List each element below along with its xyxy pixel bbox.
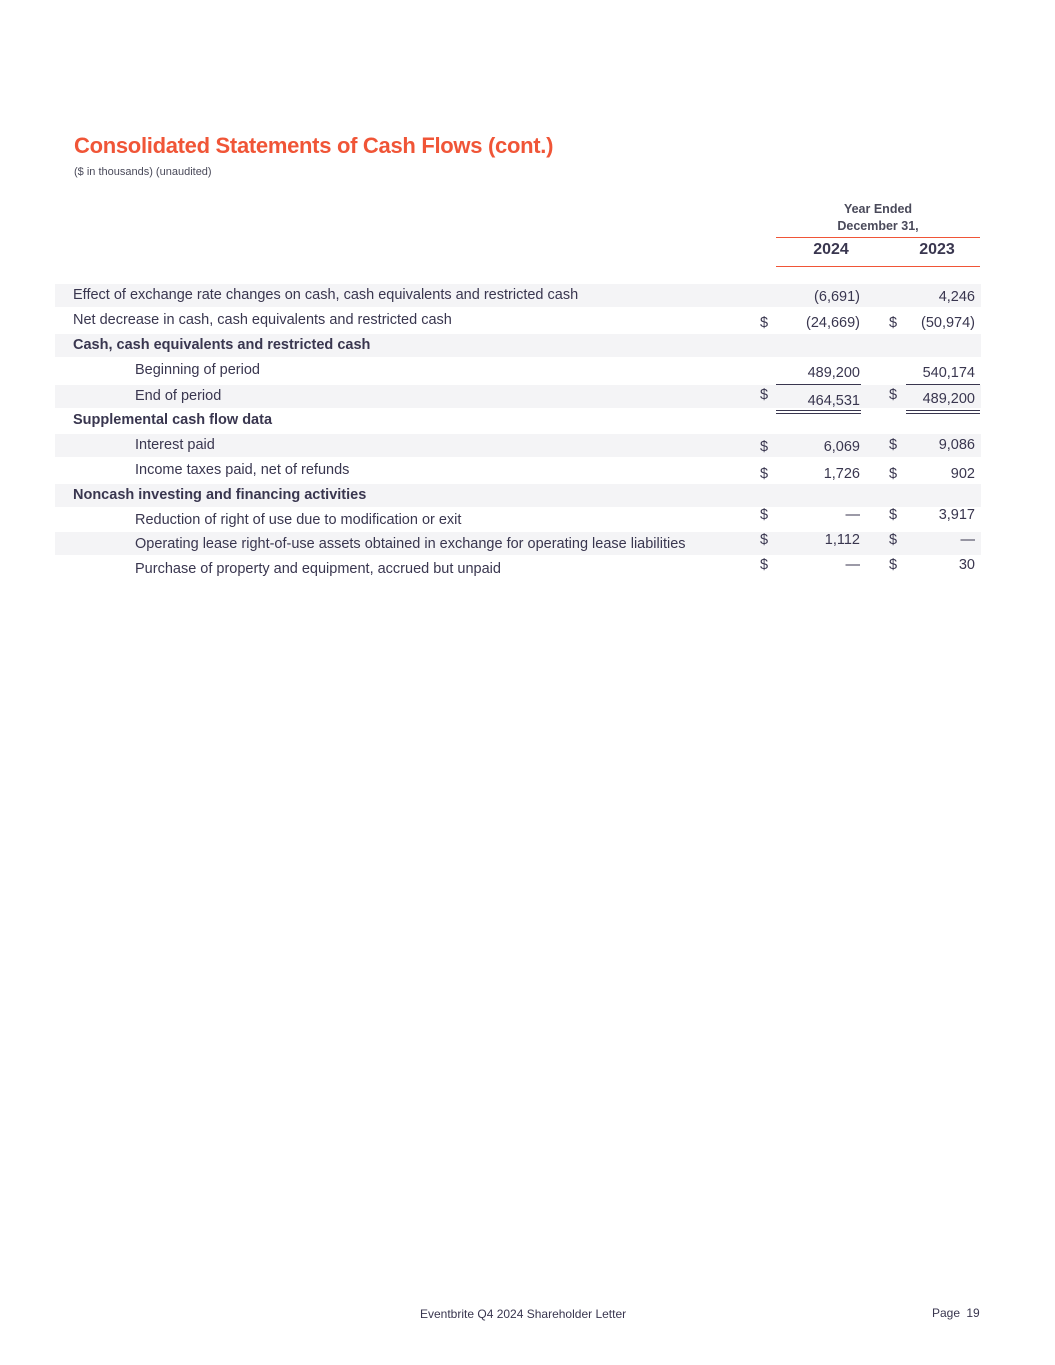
value-2023: 4,246 (938, 289, 975, 305)
table-row (55, 359, 981, 382)
value-2023: 30 (958, 557, 975, 573)
currency-2024: $ (760, 507, 769, 523)
row-label: Reduction of right of use due to modification or exit (135, 512, 462, 528)
page-number-value: 19 (966, 1306, 980, 1320)
currency-2023: $ (889, 507, 898, 523)
year-2023-header: 2023 (919, 241, 955, 258)
table-row (55, 309, 981, 332)
row-label: Beginning of period (135, 362, 260, 378)
value-2024: — (845, 507, 860, 523)
currency-2023: $ (889, 557, 898, 573)
value-2023: 489,200 (922, 391, 975, 407)
table-row (55, 532, 981, 555)
page-title: Consolidated Statements of Cash Flows (cont.) (74, 133, 554, 158)
row-label: End of period (135, 388, 222, 404)
value-2024: (6,691) (814, 289, 860, 305)
value-2023: — (960, 532, 975, 548)
page-number (932, 1306, 980, 1320)
table-row (55, 484, 981, 507)
table-row (55, 385, 981, 408)
row-label: Interest paid (135, 437, 215, 453)
value-2024: 6,069 (823, 439, 860, 455)
header-rule (776, 237, 980, 238)
value-2023: 902 (950, 466, 975, 482)
table-row (55, 284, 981, 307)
table-row (55, 507, 981, 530)
row-label: Operating lease right-of-use assets obtained in exchange for operating lease liabilities (135, 536, 686, 552)
value-2023: 3,917 (938, 507, 975, 523)
value-2023: (50,974) (920, 315, 975, 331)
section-heading: Cash, cash equivalents and restricted cash (73, 337, 371, 353)
section-heading: Noncash investing and financing activities (73, 487, 367, 503)
table-row (55, 334, 981, 357)
currency-2024: $ (760, 315, 769, 331)
table-row (55, 409, 981, 432)
table-row (55, 434, 981, 457)
units-note: ($ in thousands) (unaudited) (74, 166, 212, 178)
value-2023: 540,174 (922, 365, 975, 381)
currency-2023: $ (889, 387, 898, 403)
currency-2023: $ (889, 466, 898, 482)
section-heading: Supplemental cash flow data (73, 412, 273, 428)
currency-2024: $ (760, 439, 769, 455)
currency-2024: $ (760, 532, 769, 548)
table-row (55, 459, 981, 482)
page-label: Page (932, 1306, 961, 1320)
value-2024: — (845, 557, 860, 573)
period-header (776, 201, 980, 235)
period-line-2: December 31, (837, 219, 919, 233)
year-2024-header: 2024 (813, 241, 849, 258)
currency-2023: $ (889, 315, 898, 331)
table-row (55, 557, 981, 580)
currency-2023: $ (889, 532, 898, 548)
row-label: Purchase of property and equipment, accrued but unpaid (135, 561, 501, 577)
currency-2024: $ (760, 387, 769, 403)
year-rule (776, 266, 980, 267)
period-line-1: Year Ended (843, 202, 913, 216)
footer-document-title: Eventbrite Q4 2024 Shareholder Letter (420, 1307, 627, 1321)
currency-2023: $ (889, 437, 898, 453)
value-2024: 464,531 (807, 393, 860, 409)
value-2024: 489,200 (807, 365, 860, 381)
currency-2024: $ (760, 466, 769, 482)
value-2024: 1,112 (824, 532, 860, 548)
value-2024: 1,726 (823, 466, 860, 482)
row-label: Effect of exchange rate changes on cash, cash equivalents and restricted cash (73, 287, 579, 303)
row-label: Net decrease in cash, cash equivalents and restricted cash (73, 312, 452, 328)
row-label: Income taxes paid, net of refunds (135, 462, 350, 478)
value-2023: 9,086 (938, 437, 975, 453)
value-2024: (24,669) (805, 315, 860, 331)
currency-2024: $ (760, 557, 769, 573)
